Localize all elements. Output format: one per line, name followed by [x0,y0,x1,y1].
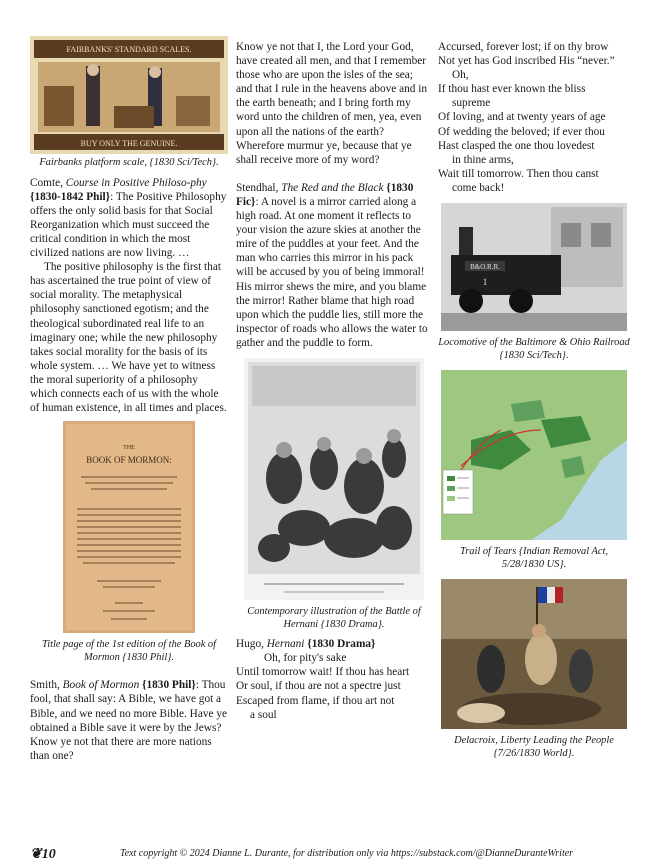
hugo-line-4: Escaped from flame, if thou art not [236,694,395,707]
poem-line-1: Accursed, forever lost; if on thy brow [438,41,609,53]
svg-text:BUY ONLY THE GENUINE.: BUY ONLY THE GENUINE. [80,139,178,148]
column-1 [30,36,228,763]
copyright-notice: Text copyright © 2024 Dianne L. Durante, for distribution only via https://substack.com/@DianneDuranteWriter [120,848,574,859]
poem-line-7: Of wedding the beloved; if ever thou [438,125,605,138]
hernani-illustration [244,358,424,600]
hugo-excerpt: Hugo, Hernani {1830 Drama} [236,638,376,651]
liberty-caption: Delacroix, Liberty Leading the People {7/26/1830 World}. [454,735,614,759]
svg-text:B&O.R.R.: B&O.R.R. [470,263,500,272]
locomotive-image [441,203,627,331]
poem-line-10: Wait till tomorrow. Then thou canst [438,167,599,180]
locomotive-caption: Locomotive of the Baltimore & Ohio Railroad {1830 Sci/Tech}. [438,337,630,361]
liberty-leading-the-people-image [441,579,627,729]
book-of-mormon-caption: Title page of the 1st edition of the Book of Mormon {1830 Phil}. [41,639,217,663]
smith-continuation: Know ye not that I, the Lord your God, have created all men, and that I remember those who are upon the isles of the sea; and that I rule in the heavens above and in the earth beneath; and I bring forth my word unto the children of men, yea, even upon all the nations of the earth? Wherefore murmur ye, because that ye shall receive more of my word? [236,41,428,166]
stendhal-excerpt: Stendhal, The Red and the Black {1830 Fic}: A novel is a mirror carried along a high road. At one moment it reflects to your vision the azure skies at another the mire of the puddles at your feet. And the man who carries this mirror in his pack will be accused by you of being immoral! His mirror shews the mire, and you blame the mirror! Rather blame that high road upon which the puddle lies, still more the inspector of roads who allows the water to gather and the puddle to form. [236,181,428,349]
trail-of-tears-caption: Trail of Tears {Indian Removal Act, 5/28/1830 US}. [460,546,608,570]
column-2 [236,40,432,722]
poem-line-5: supreme [452,97,491,110]
trail-of-tears-map [441,370,627,540]
hugo-line-2: Until tomorrow wait! If thou has heart [236,666,410,679]
poem-line-3: Oh, [452,69,469,82]
comte-paragraph-2: The positive philosophy is the first that has ascertained the true point of view of social morality. The metaphysical philosophy sanctioned egotism; and the theological subordinated real life to an imaginary one; while the new philosophy takes social morality for the basis of its whole system. … We have yet to witness the moral superiority of a philosophy which connects each of us with the whole of human existence, in all times and places. [30,261,227,415]
svg-text:BOOK OF MORMON:: BOOK OF MORMON: [86,455,172,466]
hugo-line-3: Or soul, if thou are not a spectre just [236,680,401,693]
ornament-icon: ❦ [30,847,42,862]
column-3 [438,40,630,761]
hernani-caption: Contemporary illustration of the Battle of Hernani {1830 Drama}. [247,605,421,630]
poem-line-4: If thou hast ever known the bliss [438,83,586,96]
poem-line-11: come back! [452,181,505,194]
poem-line-2: Not yet has God inscribed His “never.” [438,55,615,68]
poem-line-8: Hast clasped the one thou lovedest [438,139,595,152]
page-number: ❦10 [30,847,56,862]
svg-text:THE: THE [123,445,135,452]
svg-text:FAIRBANKS' STANDARD SCALES.: FAIRBANKS' STANDARD SCALES. [66,45,192,54]
poem-line-9: in thine arms, [452,153,514,166]
smith-excerpt: Smith, Book of Mormon {1830 Phil}: Thou fool, that shall say: A Bible, we have got a Bible, and we need no more Bible. Have ye obtained a Bible save it were by the Jews? Know ye not that there are more nations than one? [30,679,228,762]
svg-text:1: 1 [482,277,488,288]
fairbanks-caption: Fairbanks platform scale, {1830 Sci/Tech}. [39,157,219,168]
poem-line-6: Of loving, and at twenty years of age [438,111,606,124]
book-of-mormon-image [63,421,195,633]
comte-excerpt: Comte, Course in Positive Philoso-phy {1830-1842 Phil}: The Positive Philosophy offers the only solid basis for that Social Reorganization which must succeed the critical condition in which the most civilized nations are now living. … [30,176,227,260]
fairbanks-scale-image [30,36,228,154]
hugo-line-5: a soul [250,708,277,721]
hugo-line-1: Oh, for pity's sake [264,652,347,665]
